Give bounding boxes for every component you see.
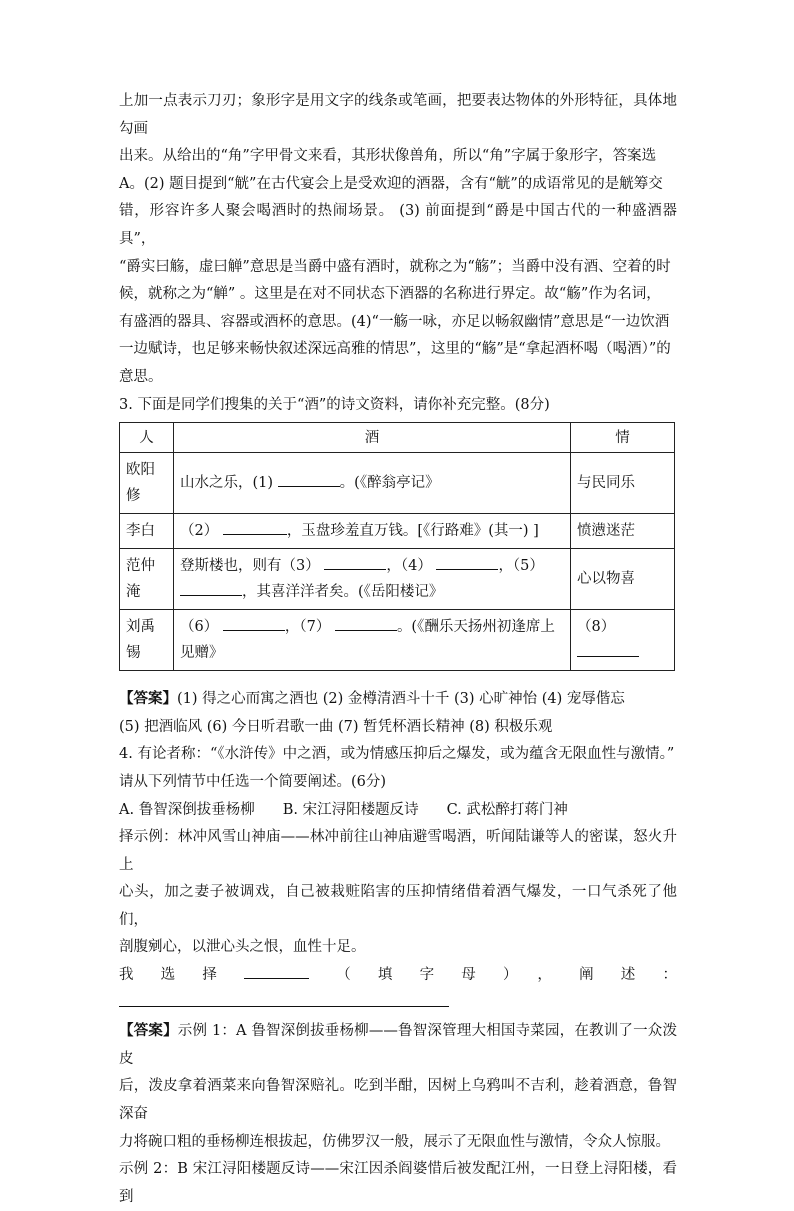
document-page xyxy=(119,88,677,1211)
text-line: 错，形容许多人聚会喝酒时的热闹场景。 (3) 前面提到“爵是中国古代的一种盛酒器具”， xyxy=(119,203,677,247)
choose-text: （填字母），阐述： xyxy=(309,967,677,984)
example-line: 剖腹剜心，以泄心头之恨，血性十足。 xyxy=(119,939,366,956)
answer-label: 【答案】 xyxy=(119,1022,178,1040)
answer-line: (5) 把酒临风 (6) 今日听君歌一曲 (7) 暂凭杯酒长精神 (8) 积极乐观 xyxy=(119,718,553,735)
cell-wine xyxy=(174,549,571,610)
answer-line: 力将碗口粗的垂杨柳连根拔起，仿佛罗汉一般，展示了无限血性与激情，令众人惊服。 xyxy=(119,1133,670,1150)
question-4-line: 请从下列情节中任选一个简要阐述。(6分) xyxy=(119,773,387,790)
explain-blank[interactable] xyxy=(119,992,449,1007)
table-row xyxy=(120,453,675,514)
poetry-table xyxy=(119,422,675,671)
wine-text: 。(《酬乐天扬州初逢席上见赠》 xyxy=(180,619,555,662)
cell-person: 范仲淹 xyxy=(120,549,174,610)
question-3-title: 3. 下面是同学们搜集的关于“酒”的诗文资料，请你补充完整。(8分) xyxy=(119,396,550,413)
option-a: A. 鲁智深倒拔垂杨柳 xyxy=(119,801,255,818)
wine-text: 。(《醉翁亭记》 xyxy=(339,475,440,492)
wine-text: 山水之乐，(1) xyxy=(180,475,278,492)
fill-blank-6[interactable] xyxy=(223,616,285,631)
wine-text: （2） xyxy=(180,523,223,540)
fill-blank-1[interactable] xyxy=(278,472,340,487)
table-row xyxy=(120,549,675,610)
answer-line: 示例 2：B 宋江浔阳楼题反诗——宋江因杀阎婆惜后被发配江州，一日登上浔阳楼，看到 xyxy=(119,1161,677,1205)
text-line: 一边赋诗，也足够来畅快叙述深远高雅的情思”，这里的“觞”是“拿起酒杯喝（喝酒）”的 xyxy=(119,341,671,358)
header-wine: 酒 xyxy=(174,423,571,453)
cell-wine xyxy=(174,453,571,514)
text-line: A。(2) 题目提到“觥”在古代宴会上是受欢迎的酒器，含有“觥”的成语常见的是觥筹交 xyxy=(119,175,663,192)
header-person: 人 xyxy=(120,423,174,453)
cell-wine xyxy=(174,610,571,671)
cell-feeling: 心以物喜 xyxy=(571,549,675,610)
cell-feeling: 愤懑迷茫 xyxy=(571,514,675,549)
question-4-line: 4. 有论者称：“《水浒传》中之酒，或为情感压抑后之爆发，或为蕴含无限血性与激情。” xyxy=(119,746,675,763)
answer-text: 示例 1：A 鲁智深倒拔垂杨柳——鲁智深管理大相国寺菜园，在教训了一众泼皮 xyxy=(119,1023,677,1067)
letter-blank[interactable] xyxy=(244,964,309,979)
wine-text: ，（5） xyxy=(498,558,544,575)
option-b: B. 宋江浔阳楼题反诗 xyxy=(282,801,419,818)
cell-person: 刘禹锡 xyxy=(120,610,174,671)
answer-line: 后，泼皮拿着酒菜来向鲁智深赔礼。吃到半酣，因树上乌鸦叫不吉利，趁着酒意，鲁智深奋 xyxy=(119,1078,677,1123)
text-line: 上加一点表示刀刃；象形字是用文字的线条或笔画，把要表达物体的外形特征，具体地勾画 xyxy=(119,93,677,137)
fill-blank-5[interactable] xyxy=(180,581,242,596)
wine-text: ，其喜洋洋者矣。(《岳阳楼记》 xyxy=(242,584,444,601)
header-feeling: 情 xyxy=(571,423,675,453)
answer-line xyxy=(119,685,677,714)
wine-text: ，玉盘珍羞直万钱。[《行路难》(其一) ] xyxy=(286,523,539,540)
wine-text: （6） xyxy=(180,619,223,636)
example-line: 择示例：林冲风雪山神庙——林冲前往山神庙避雪喝酒，听闻陆谦等人的密谋，怒火升上 xyxy=(119,829,677,873)
feeling-text: （8） xyxy=(577,619,616,636)
answer-text: (1) 得之心而寓之酒也 (2) 金樽清酒斗十千 (3) 心旷神怡 (4) 宠辱偕忘 xyxy=(177,691,625,708)
cell-person: 欧阳修 xyxy=(120,453,174,514)
table-header-row xyxy=(120,423,675,453)
wine-text: ，（4） xyxy=(386,558,437,575)
choose-text: 我选择 xyxy=(119,967,245,984)
answer-line xyxy=(119,1017,677,1073)
question-4-options xyxy=(119,797,677,825)
text-line: 出来。从给出的“角”字甲骨文来看，其形状像兽角，所以“角”字属于象形字，答案选 xyxy=(119,148,657,165)
fill-blank-2[interactable] xyxy=(223,520,287,535)
answer-continuation xyxy=(119,88,677,392)
cell-feeling xyxy=(571,610,675,671)
cell-wine xyxy=(174,514,571,549)
answer-label: 【答案】 xyxy=(119,690,177,708)
text-line: 意思。 xyxy=(119,368,163,385)
fill-blank-7[interactable] xyxy=(335,616,397,631)
option-c: C. 武松醉打蒋门神 xyxy=(446,801,568,818)
fill-blank-4[interactable] xyxy=(436,555,498,570)
fill-blank-3[interactable] xyxy=(324,555,386,570)
table-row xyxy=(120,610,675,671)
example-line: 心头，加之妻子被调戏，自己被栽赃陷害的压抑情绪借着酒气爆发，一口气杀死了他们， xyxy=(119,884,677,928)
cell-person: 李白 xyxy=(120,514,174,549)
text-line: 候，就称之为“觯” 。这里是在对不同状态下酒器的名称进行界定。故“觞”作为名词， xyxy=(119,286,661,303)
text-line: “爵实曰觞，虚曰觯”意思是当爵中盛有酒时，就称之为“觞”；当爵中没有酒、空着的时 xyxy=(119,258,671,275)
fill-blank-8[interactable] xyxy=(577,642,639,657)
choose-line xyxy=(119,962,677,1017)
table-row xyxy=(120,514,675,549)
text-line: 有盛酒的器具、容器或酒杯的意思。(4)“一觞一咏，亦足以畅叙幽情”意思是“一边饮酒 xyxy=(119,313,670,330)
wine-text: 登斯楼也，则有（3） xyxy=(180,558,325,575)
cell-feeling: 与民同乐 xyxy=(571,453,675,514)
wine-text: ，（7） xyxy=(284,619,335,636)
